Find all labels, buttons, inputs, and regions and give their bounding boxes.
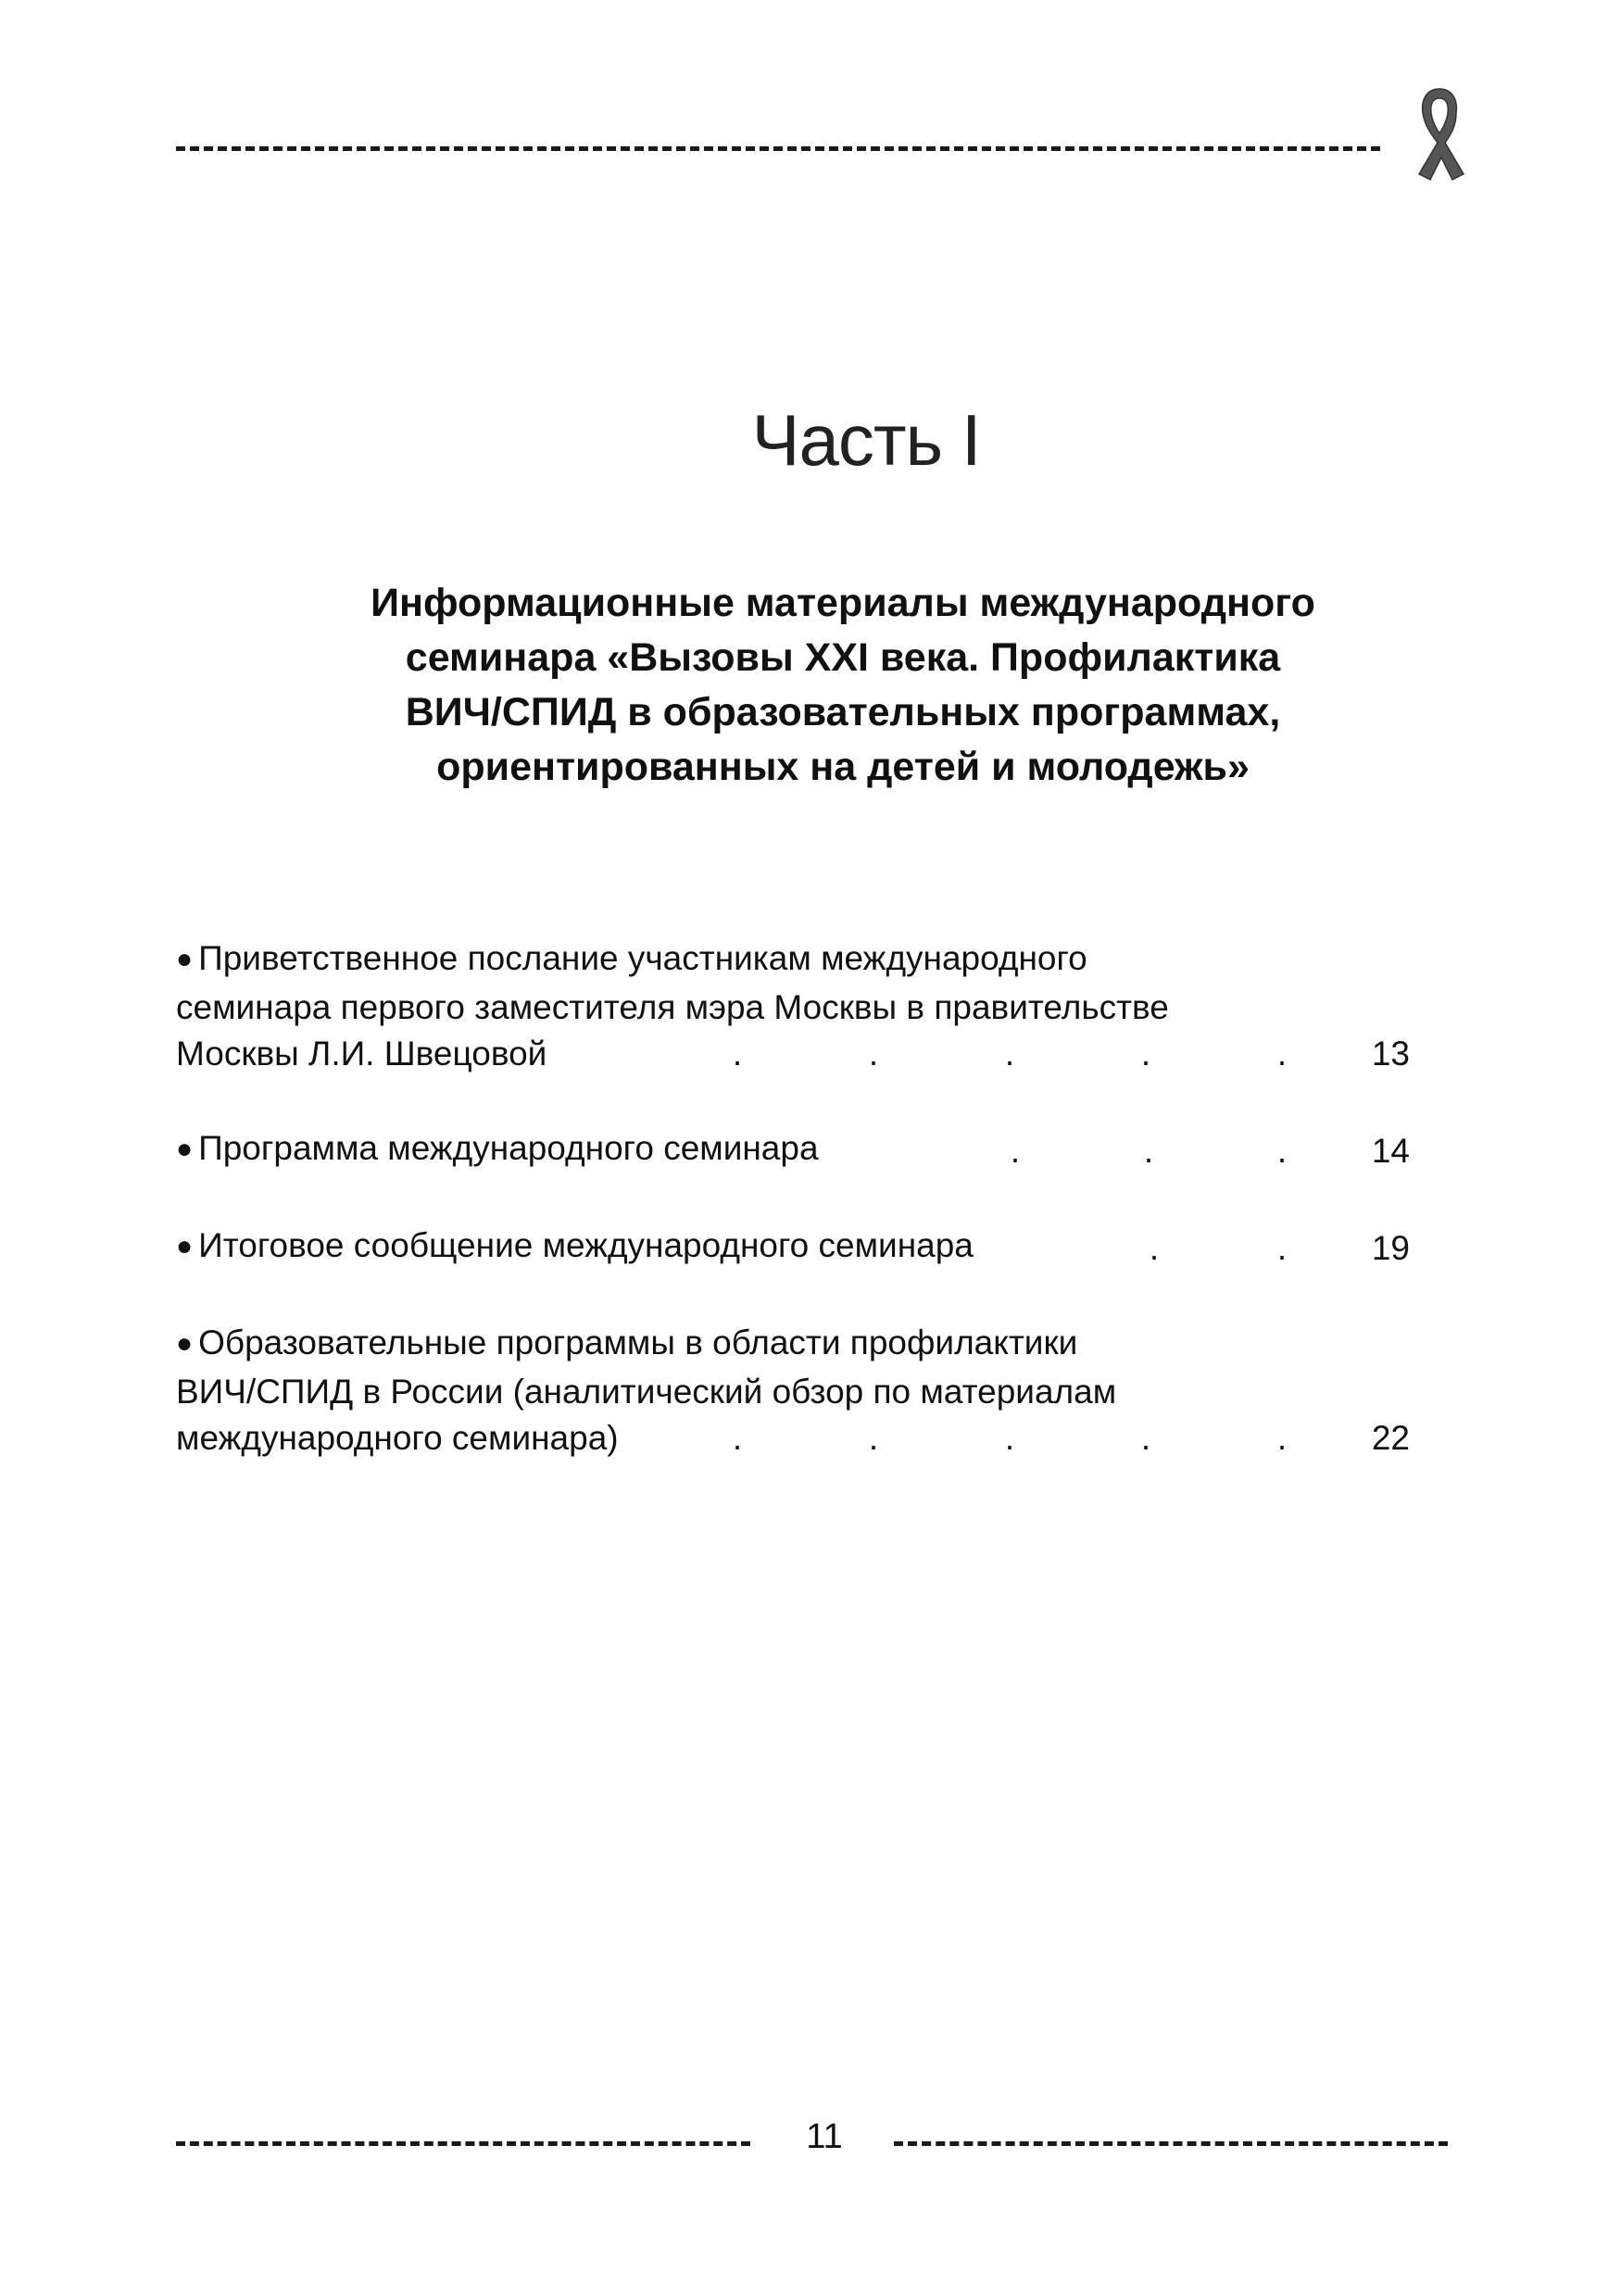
heading-line: ВИЧ/СПИД в образовательных программах, [405,690,1281,734]
toc-item-text: Приветственное послание участникам международного [198,939,1087,977]
toc-item[interactable] [176,1223,1417,1272]
bottom-dashed-rule-right [894,2141,1448,2146]
toc-item[interactable] [176,1125,1417,1174]
bullet-icon: ● [176,944,194,974]
page-number: 11 [806,2117,843,2156]
top-dashed-rule [176,146,1380,151]
table-of-contents [176,935,1417,1510]
bullet-icon: ● [176,1231,194,1261]
toc-item[interactable] [176,1320,1417,1462]
dot-leaders: . . . [1010,1132,1288,1170]
heading-line: Информационные материалы международного [371,581,1315,625]
section-heading [241,576,1445,795]
toc-item[interactable] [176,935,1417,1077]
toc-item-text: международного семинара) [176,1419,619,1457]
bottom-dashed-rule-left [176,2141,750,2146]
heading-line: семинара «Вызовы XXI века. Профилактика [405,635,1281,680]
heading-line: ориентированных на детей и молодежь» [436,745,1250,789]
part-title: Часть I [751,399,981,481]
toc-item-text: семинара первого заместителя мэра Москвы в правительстве [176,988,1169,1026]
toc-page-number: 19 [1371,1229,1410,1267]
dot-leaders: . . . . . [732,1419,1288,1457]
toc-item-text: Образовательные программы в области профилактики [198,1324,1078,1361]
toc-item-text: Программа международного семинара [198,1129,819,1167]
dot-leaders: . . [1149,1229,1288,1267]
toc-item-text: Москвы Л.И. Швецовой [176,1035,547,1073]
toc-page-number: 13 [1371,1035,1410,1073]
toc-page-number: 22 [1371,1419,1410,1457]
toc-page-number: 14 [1371,1132,1410,1170]
toc-item-text: Итоговое сообщение международного семинара [198,1226,974,1264]
toc-item-text: ВИЧ/СПИД в России (аналитический обзор по материалам [176,1373,1117,1411]
bullet-icon: ● [176,1134,194,1164]
ribbon-icon [1410,85,1469,183]
bullet-icon: ● [176,1328,194,1359]
dot-leaders: . . . . . [732,1035,1288,1073]
